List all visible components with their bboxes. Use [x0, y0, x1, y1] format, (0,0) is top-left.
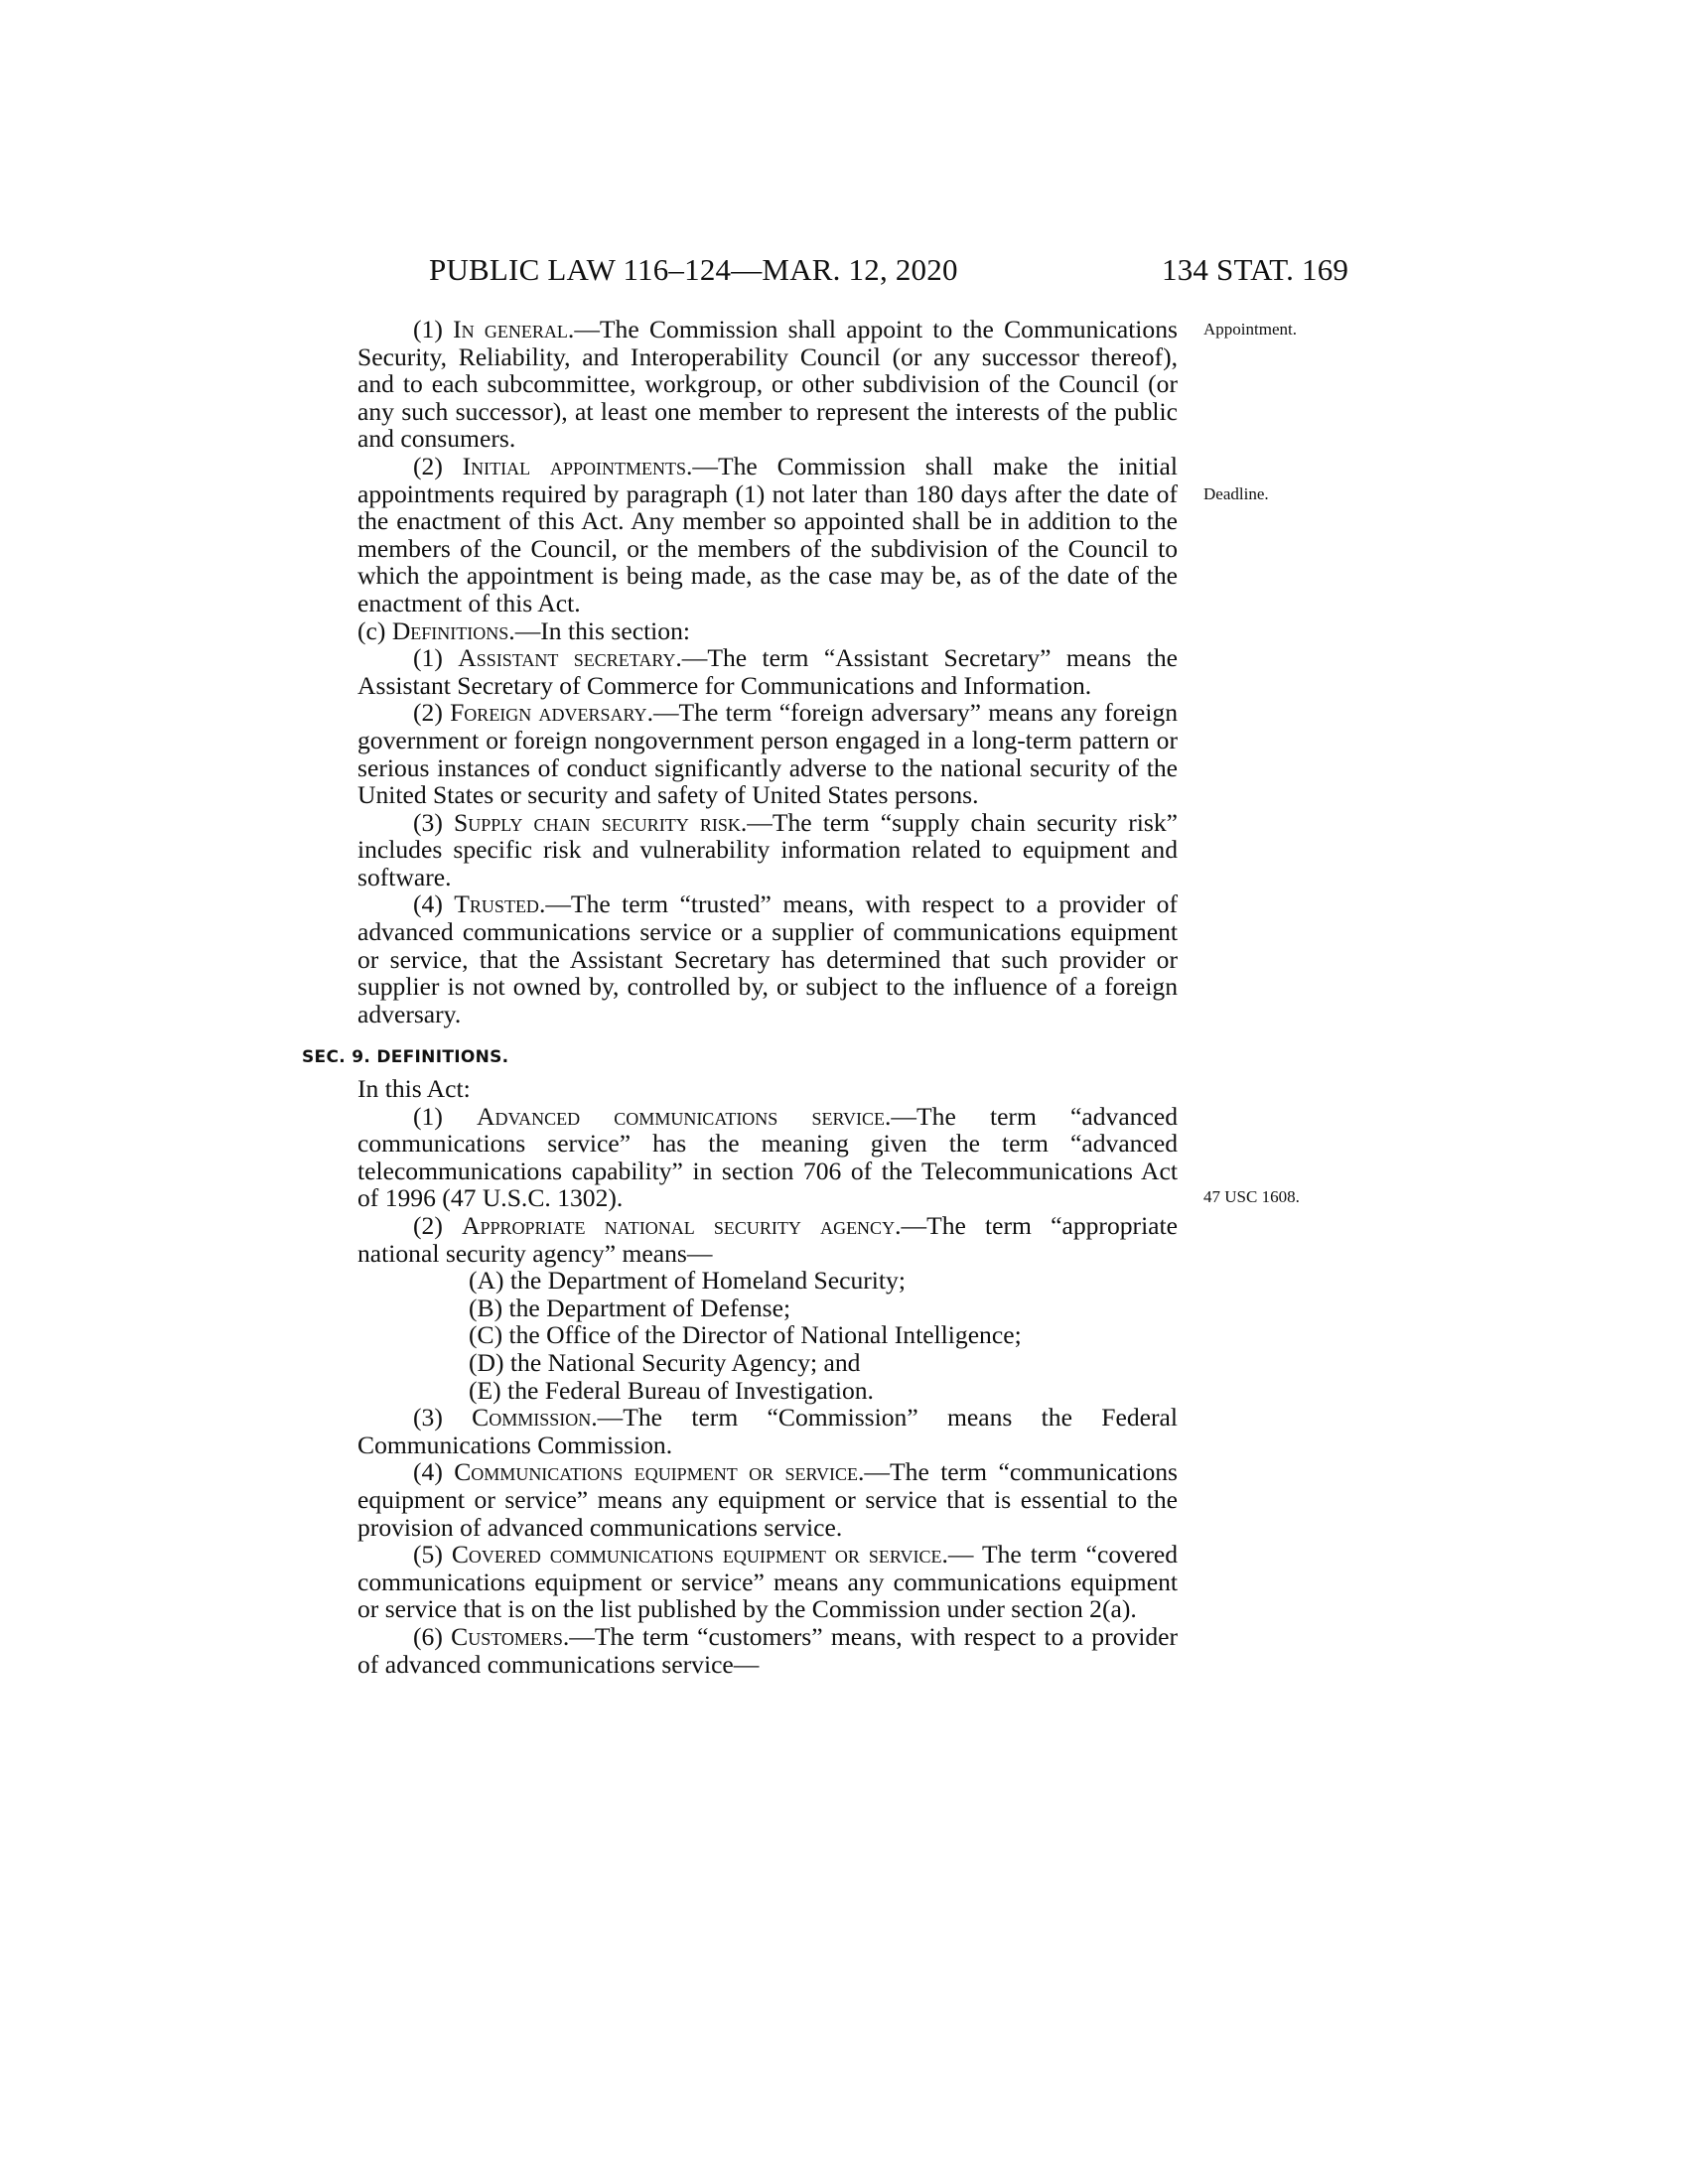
paragraph-b2 — [357, 453, 1178, 617]
paragraph-text: .—The term “customers” means, with respect to a provider of advanced communications service— — [357, 1621, 1178, 1679]
section-heading: SEC. 9. DEFINITIONS. — [302, 1047, 509, 1068]
definition-3 — [357, 1404, 1178, 1458]
definition-5 — [357, 1541, 1178, 1623]
definition-6 — [357, 1623, 1178, 1678]
paragraph-text: .— The term “covered communications equipment or service” means any communications equipment or service that is on the list published by the Commission under section 2(a). — [357, 1540, 1178, 1624]
paragraph-heading: Definitions — [391, 615, 509, 645]
paragraph-heading: In general — [453, 315, 568, 343]
paragraph-number: (4) — [413, 1457, 443, 1487]
paragraph-heading: Appropriate national security agency — [462, 1211, 896, 1240]
paragraph-number: (6) — [413, 1621, 443, 1651]
paragraph-heading: Customers — [451, 1621, 563, 1651]
list-item-e: (E) the Federal Bureau of Investigation. — [469, 1375, 874, 1405]
subsection-c — [357, 617, 1178, 645]
margin-note-usc: 47 USC 1608. — [1203, 1187, 1300, 1206]
paragraph-heading: Assistant secretary — [458, 643, 676, 673]
paragraph-text: .—The Commission shall appoint to the Communications Security, Reliability, and Interoperability Council (or any successor thereof), and to each subcommittee, workgroup, or other subdivision of the Council (or any such successor), at least one member to represent the interests of the public and consumers. — [357, 315, 1178, 454]
paragraph-number: (1) — [413, 643, 443, 673]
paragraph-heading: Communications equipment or service — [454, 1457, 859, 1487]
paragraph-c3 — [357, 809, 1178, 891]
paragraph-text: .—The term “supply chain security risk” includes specific risk and vulnerability information related to equipment and software. — [357, 807, 1178, 891]
paragraph-number: (2) — [413, 451, 443, 480]
paragraph-c1 — [357, 644, 1178, 699]
paragraph-number: (c) — [357, 615, 386, 645]
paragraph-b1 — [357, 316, 1178, 453]
paragraph-c4 — [357, 890, 1178, 1027]
paragraph-text: .—The term “appropriate national security agency” means— — [357, 1211, 1179, 1268]
paragraph-text: .—The term “communications equipment or service” means any equipment or service that is essential to the provision of advanced communications service. — [357, 1457, 1179, 1542]
paragraph-text: .—The term “trusted” means, with respect to a provider of advanced communications service or a supplier of communications equipment or service, that the Assistant Secretary has determined that such provider or supplier is not owned by, controlled by, or subject to the influence of a foreign adversary. — [357, 889, 1178, 1028]
definition-4 — [357, 1458, 1178, 1541]
paragraph-heading: Foreign adversary — [450, 698, 647, 728]
paragraph-heading: Supply chain security risk — [453, 807, 741, 837]
paragraph-text: .—The term “Assistant Secretary” means the Assistant Secretary of Commerce for Communications and Information. — [357, 643, 1178, 700]
paragraph-number: (5) — [413, 1540, 443, 1570]
paragraph-number: (3) — [413, 807, 443, 837]
list-item-c: (C) the Office of the Director of National Intelligence; — [469, 1320, 1022, 1350]
paragraph-number: (3) — [413, 1403, 443, 1433]
list-item-b: (B) the Department of Defense; — [469, 1293, 791, 1322]
paragraph-heading: Advanced communications service — [477, 1101, 886, 1131]
definition-2 — [357, 1212, 1178, 1267]
paragraph-text: .—The term “Commission” means the Federal Communications Commission. — [357, 1403, 1178, 1459]
paragraph-number: (1) — [413, 1101, 443, 1131]
paragraph-text: .—The term “foreign adversary” means any foreign government or foreign nongovernment person engaged in a long-term pattern or serious instances of conduct significantly adverse to the national security of the United States or security and safety of United States persons. — [357, 698, 1178, 810]
paragraph-text: .—In this section: — [508, 615, 690, 645]
paragraph-heading: Initial appointments — [462, 451, 686, 480]
paragraph-c2 — [357, 699, 1178, 808]
definition-1 — [357, 1103, 1178, 1212]
paragraph-number: (1) — [413, 315, 443, 343]
paragraph-text: .—The term “advanced communications service” has the meaning given the term “advanced telecommunications capability” in section 706 of the Telecommunications Act of 1996 (47 U.S.C. 1302). — [357, 1101, 1178, 1213]
paragraph-heading: Trusted — [454, 889, 539, 919]
paragraph-text: .—The Commission shall make the initial appointments required by paragraph (1) not later than 180 days after the date of the enactment of this Act. Any member so appointed shall be in addition to the members of the Council, or the members of the subdivision of the Council to which the appointment is being made, as the case may be, as of the date of the enactment of this Act. — [357, 451, 1178, 617]
paragraph-number: (4) — [413, 889, 443, 919]
page-number: 134 STAT. 169 — [1162, 252, 1349, 287]
paragraph-heading: Commission — [472, 1403, 592, 1433]
margin-note-deadline: Deadline. — [1203, 484, 1269, 503]
running-header-title: PUBLIC LAW 116–124—MAR. 12, 2020 — [429, 252, 958, 287]
paragraph-number: (2) — [413, 698, 443, 728]
paragraph-heading: Covered communications equipment or service — [451, 1540, 942, 1570]
list-item-a: (A) the Department of Homeland Security; — [469, 1266, 906, 1296]
document-body — [302, 315, 1179, 1679]
list-item-d: (D) the National Security Agency; and — [469, 1347, 861, 1377]
paragraph-number: (2) — [413, 1211, 443, 1240]
margin-note-appointment: Appointment. — [1203, 320, 1297, 339]
section-intro: In this Act: — [357, 1074, 471, 1104]
